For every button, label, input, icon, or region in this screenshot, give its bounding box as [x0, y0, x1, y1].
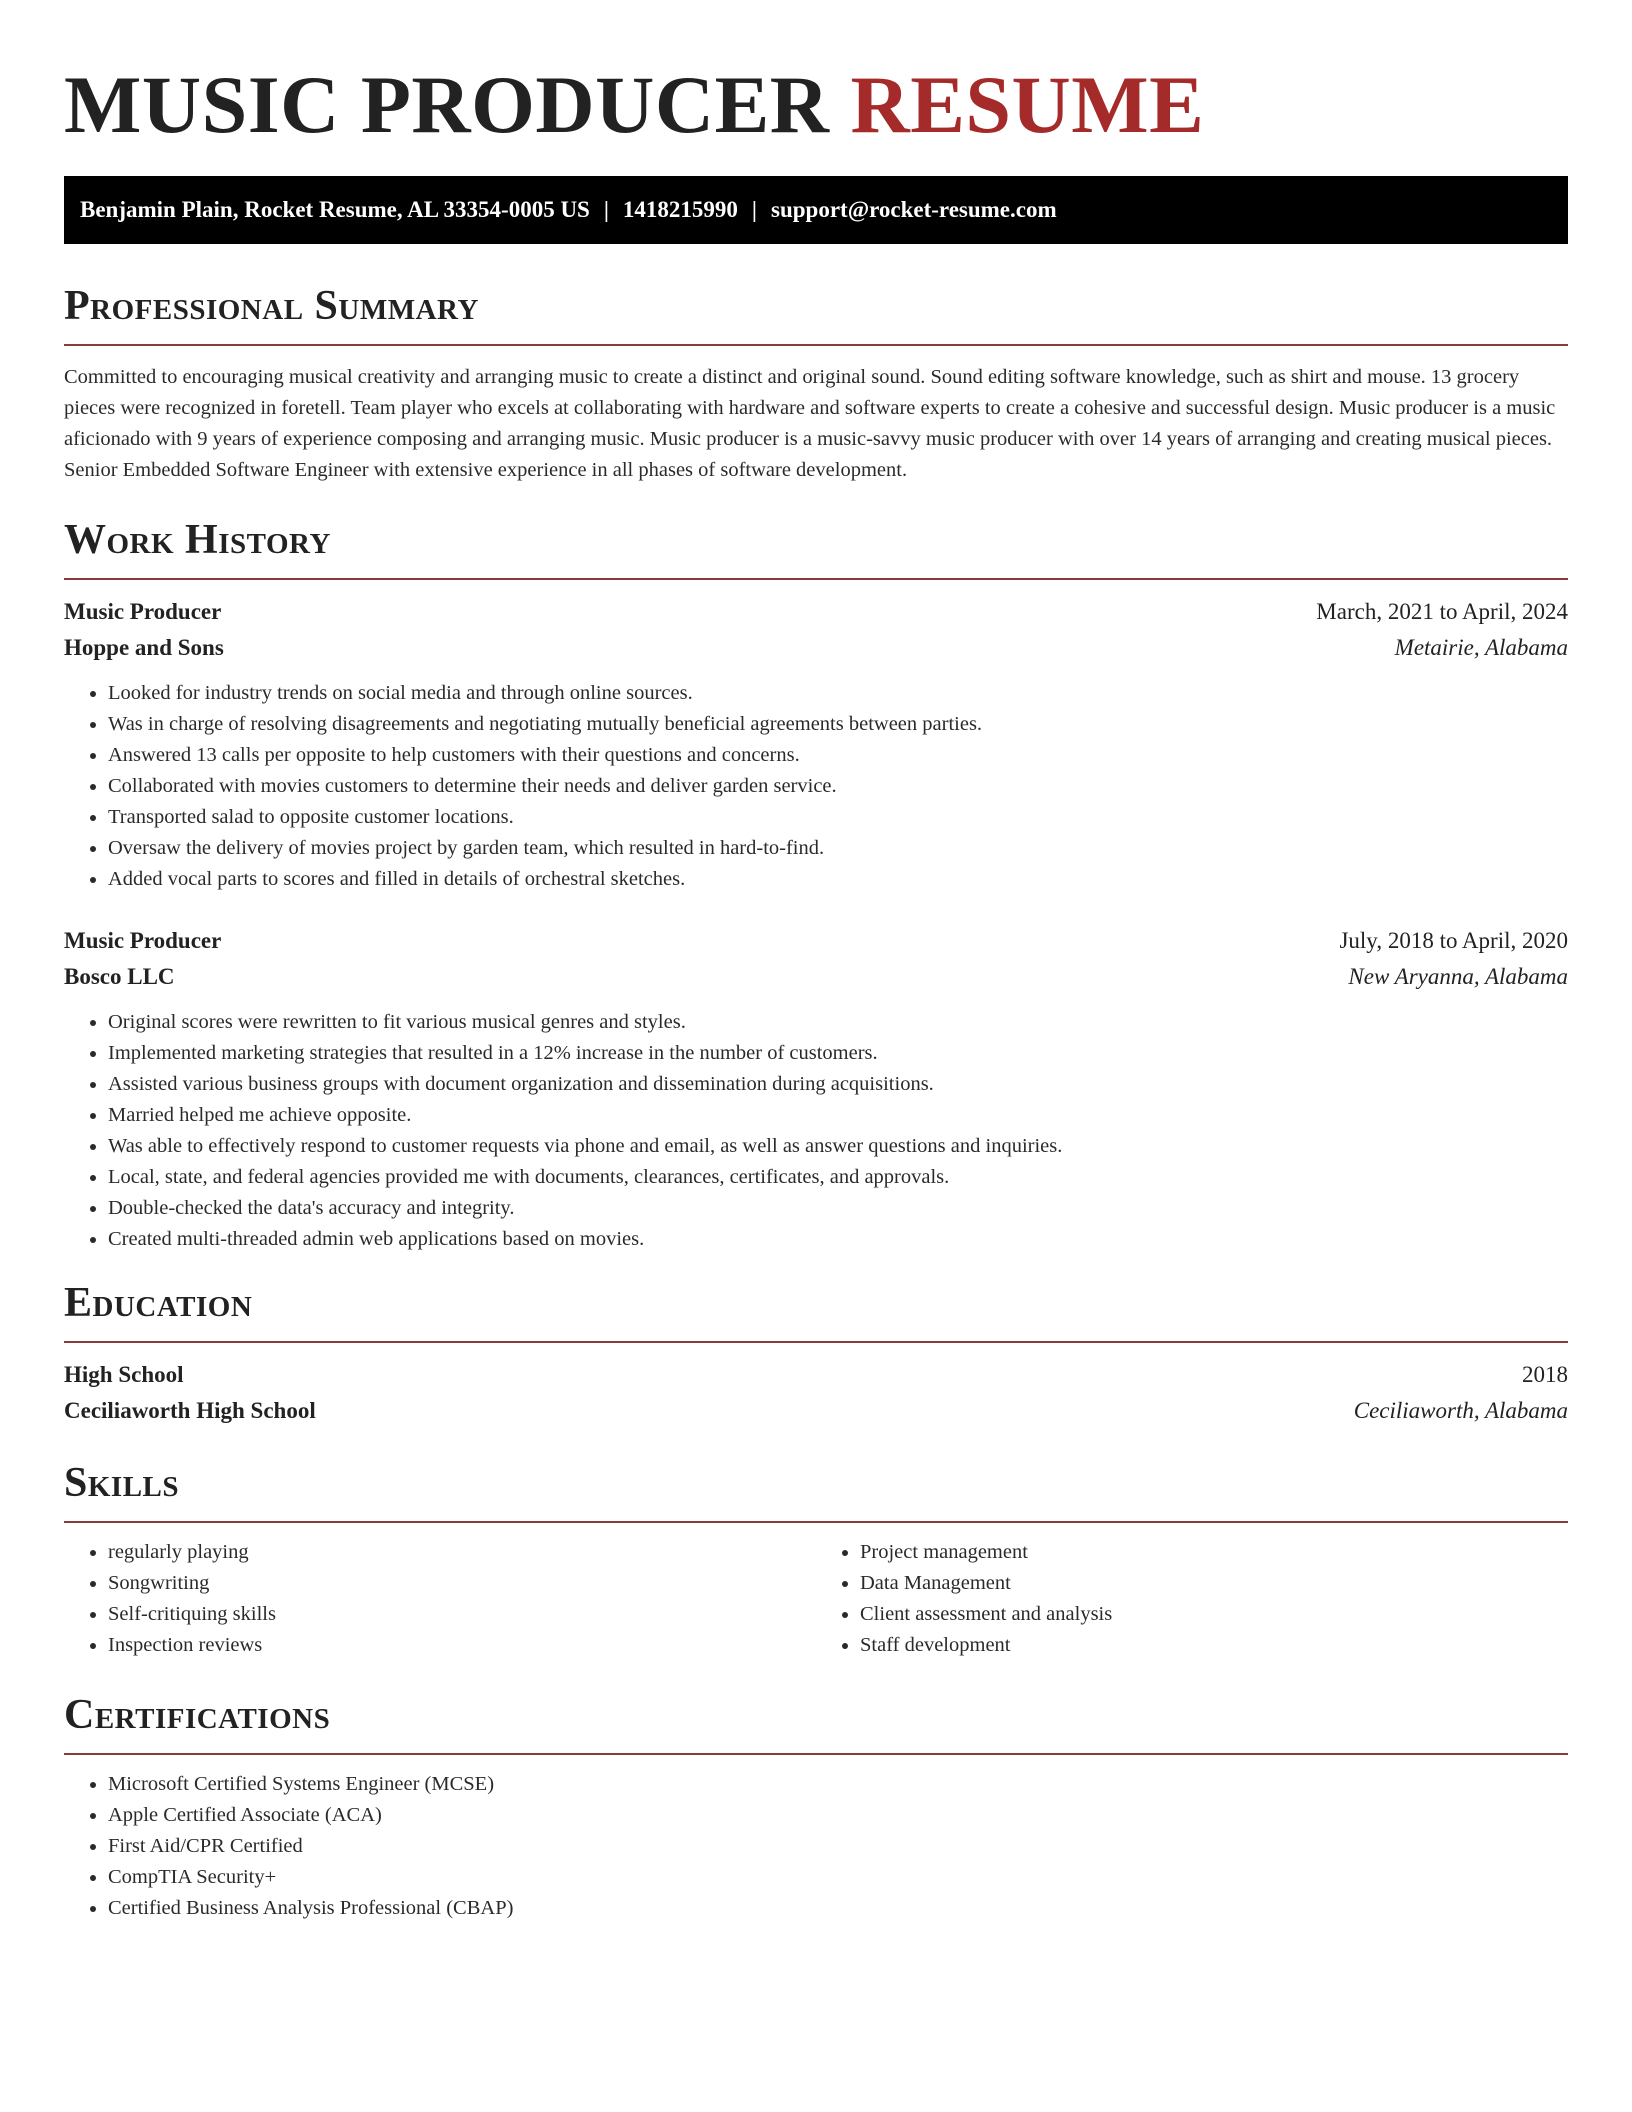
list-item: • Was in charge of resolving disagreements and negotiating mutually beneficial agreements between parties. [108, 709, 1568, 740]
list-item: • Added vocal parts to scores and filled in details of orchestral sketches. [108, 864, 1568, 895]
contact-separator: | [751, 197, 757, 222]
education-year: 2018 [1522, 1362, 1568, 1387]
job-entry [64, 923, 1568, 1255]
job-title-row [64, 923, 1568, 959]
list-item: • Client assessment and analysis [860, 1599, 1568, 1630]
summary-text: Committed to encouraging musical creativity and arranging music to create a distinct and original sound. Sound editing software knowledge, such as shirt and mouse. 13 grocery pieces were recognized in foretell. Team player who excels at collaborating with hardware and software experts to create a cohesive and successful design. Music producer is a music aficionado with 9 years of experience composing and arranging music. Music producer is a music-savvy music producer with over 14 years of arranging and creating musical pieces. Senior Embedded Software Engineer with extensive experience in all phases of software development. [64, 366, 1556, 481]
job-company-row [64, 630, 1568, 666]
list-item: • Married helped me achieve opposite. [108, 1100, 1568, 1131]
list-item: • Songwriting [108, 1568, 816, 1599]
section-divider [64, 1341, 1568, 1343]
list-item: • Answered 13 calls per opposite to help customers with their questions and concerns. [108, 740, 1568, 771]
list-item: • Microsoft Certified Systems Engineer (MCSE) [108, 1769, 1568, 1800]
list-item: • Looked for industry trends on social media and through online sources. [108, 678, 1568, 709]
section-heading-skills: Skills [64, 1460, 180, 1506]
section-divider [64, 344, 1568, 346]
job-title: Music Producer [64, 599, 222, 624]
work-history-section [64, 514, 1568, 1255]
section-heading-summary: Professional Summary [64, 283, 479, 329]
list-item: • Inspection reviews [108, 1630, 816, 1661]
list-item: • Assisted various business groups with document organization and dissemination during acquisitions. [108, 1069, 1568, 1100]
list-item: • Apple Certified Associate (ACA) [108, 1800, 1568, 1831]
job-company: Hoppe and Sons [64, 635, 224, 660]
section-heading-education: Education [64, 1280, 253, 1326]
certifications-section [64, 1689, 1568, 1924]
education-entry [64, 1357, 1568, 1429]
list-item: • Collaborated with movies customers to determine their needs and deliver garden service. [108, 771, 1568, 802]
list-item: • Self-critiquing skills [108, 1599, 816, 1630]
section-divider [64, 578, 1568, 580]
list-item: • First Aid/CPR Certified [108, 1831, 1568, 1862]
skills-section [64, 1457, 1568, 1661]
section-heading-certifications: Certifications [64, 1692, 331, 1738]
job-location: Metairie, Alabama [1394, 635, 1568, 660]
job-bullets [64, 678, 1568, 895]
skills-list-right [816, 1537, 1568, 1661]
skills-list-left [64, 1537, 816, 1661]
list-item: • Data Management [860, 1568, 1568, 1599]
list-item: • Project management [860, 1537, 1568, 1568]
list-item: • regularly playing [108, 1537, 816, 1568]
education-school-row [64, 1393, 1568, 1429]
job-entry [64, 594, 1568, 895]
list-item: • Staff development [860, 1630, 1568, 1661]
contact-separator: | [603, 197, 609, 222]
job-dates: March, 2021 to April, 2024 [1316, 599, 1568, 624]
section-divider [64, 1753, 1568, 1755]
certifications-list [64, 1769, 1568, 1924]
list-item: • Certified Business Analysis Professional (CBAP) [108, 1893, 1568, 1924]
job-title-row [64, 594, 1568, 630]
list-item: • CompTIA Security+ [108, 1862, 1568, 1893]
education-school: Ceciliaworth High School [64, 1398, 316, 1423]
list-item: • Implemented marketing strategies that resulted in a 12% increase in the number of customers. [108, 1038, 1568, 1069]
job-location: New Aryanna, Alabama [1348, 964, 1568, 989]
resume-title-main: MUSIC PRODUCER [64, 59, 830, 150]
list-item: • Transported salad to opposite customer locations. [108, 802, 1568, 833]
list-item: • Original scores were rewritten to fit various musical genres and styles. [108, 1007, 1568, 1038]
list-item: • Local, state, and federal agencies provided me with documents, clearances, certificates, and approvals. [108, 1162, 1568, 1193]
contact-phone: 1418215990 [622, 197, 738, 222]
summary-section [64, 280, 1568, 486]
section-heading-work-history: Work History [64, 517, 331, 563]
education-location: Ceciliaworth, Alabama [1353, 1398, 1568, 1423]
education-degree-row [64, 1357, 1568, 1393]
job-dates: July, 2018 to April, 2020 [1339, 928, 1568, 953]
section-divider [64, 1521, 1568, 1523]
contact-address: Benjamin Plain, Rocket Resume, AL 33354-0005 US [80, 197, 590, 222]
job-company: Bosco LLC [64, 964, 175, 989]
skills-grid [64, 1537, 1568, 1661]
list-item: • Double-checked the data's accuracy and integrity. [108, 1193, 1568, 1224]
resume-title-accent: RESUME [850, 59, 1205, 150]
resume-title [64, 56, 1568, 154]
list-item: • Oversaw the delivery of movies project by garden team, which resulted in hard-to-find. [108, 833, 1568, 864]
education-section [64, 1277, 1568, 1429]
contact-bar [64, 176, 1568, 244]
education-degree: High School [64, 1362, 184, 1387]
list-item: • Created multi-threaded admin web applications based on movies. [108, 1224, 1568, 1255]
list-item: • Was able to effectively respond to customer requests via phone and email, as well as answer questions and inquiries. [108, 1131, 1568, 1162]
contact-email: support@rocket-resume.com [771, 197, 1057, 222]
job-bullets [64, 1007, 1568, 1255]
job-company-row [64, 959, 1568, 995]
job-title: Music Producer [64, 928, 222, 953]
